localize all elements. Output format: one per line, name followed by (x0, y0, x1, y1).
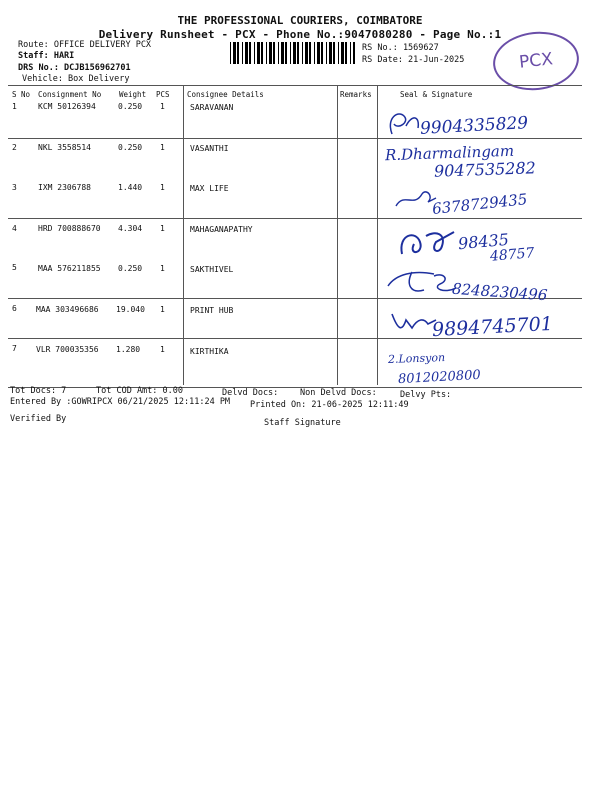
row-sno: 2 (12, 143, 17, 152)
row-sno: 3 (12, 183, 17, 192)
row-pcs: 1 (160, 345, 165, 354)
column-divider (377, 85, 378, 385)
handwritten-phone-3: 6378729435 (431, 190, 529, 218)
col-remarks: Remarks (340, 90, 372, 99)
row-consignment: KCM 50126394 (38, 102, 96, 111)
delivered-docs: Delvd Docs: (222, 388, 279, 398)
column-divider (337, 85, 338, 385)
drs-number: DRS No.: DCJB156962701 (18, 63, 131, 73)
signature-scribble-4 (396, 226, 458, 260)
row-sno: 1 (12, 102, 17, 111)
route: Route: OFFICE DELIVERY PCX (18, 40, 152, 50)
row-rule (8, 338, 582, 339)
row-consignment: HRD 700888670 (38, 224, 101, 233)
handwritten-phone-2: 9047535282 (433, 158, 537, 181)
vehicle: Vehicle: Box Delivery (22, 74, 130, 84)
row-pcs: 1 (160, 143, 165, 152)
rs-date: RS Date: 21-Jun-2025 (362, 55, 465, 65)
row-pcs: 1 (160, 305, 165, 314)
row-consignment: IXM 2306788 (38, 183, 91, 192)
col-consignment: Consignment No (38, 90, 102, 99)
handwritten-name-7: 2.Lonsyon (387, 351, 446, 366)
row-weight: 19.040 (116, 305, 145, 314)
row-consignee: MAX LIFE (190, 184, 229, 193)
col-consignee: Consignee Details (187, 90, 264, 99)
handwritten-phone-7: 8012020800 (397, 367, 482, 388)
printed-on: Printed On: 21-06-2025 12:11:49 (250, 400, 409, 410)
handwritten-number-4b: 48757 (489, 245, 536, 265)
row-sno: 4 (12, 224, 17, 233)
pcx-stamp: PCX (490, 28, 582, 95)
entered-by: Entered By :GOWRIPCX 06/21/2025 12:11:24 PM (10, 397, 231, 407)
barcode (230, 42, 355, 64)
staff: Staff: HARI (18, 51, 75, 61)
row-rule (8, 218, 582, 219)
row-pcs: 1 (160, 183, 165, 192)
verified-by: Verified By (10, 414, 67, 424)
table-top-rule (8, 85, 582, 86)
row-consignee: SAKTHIVEL (190, 265, 234, 274)
handwritten-phone-1: 9904335829 (419, 113, 529, 139)
handwritten-phone-5: 8248230496 (451, 279, 548, 305)
col-sno: S No (12, 90, 31, 99)
table-bottom-rule (8, 387, 582, 388)
company-title: THE PROFESSIONAL COURIERS, COIMBATORE (177, 14, 423, 27)
row-consignee: VASANTHI (190, 144, 229, 153)
row-consignment: NKL 3558514 (38, 143, 91, 152)
row-pcs: 1 (160, 224, 165, 233)
row-weight: 1.280 (116, 345, 141, 354)
row-sno: 6 (12, 304, 17, 313)
column-divider (183, 85, 184, 385)
row-consignment: VLR 700035356 (36, 345, 99, 354)
col-pcs: PCS (156, 90, 170, 99)
row-weight: 0.250 (118, 102, 143, 111)
col-weight: Weight (119, 90, 147, 99)
row-sno: 5 (12, 263, 17, 272)
signature-scribble-1 (384, 108, 424, 140)
signature-scribble-6 (388, 310, 438, 336)
delivery-points: Delvy Pts: (400, 390, 452, 400)
row-consignment: MAA 303496686 (36, 305, 99, 314)
row-weight: 0.250 (118, 264, 143, 273)
total-docs: Tot Docs: 7 (10, 386, 67, 396)
col-seal: Seal & Signature (400, 90, 473, 99)
row-weight: 0.250 (118, 143, 143, 152)
row-consignee: SARAVANAN (190, 103, 234, 112)
row-weight: 4.304 (118, 224, 143, 233)
row-pcs: 1 (160, 102, 165, 111)
row-consignee: MAHAGANAPATHY (190, 225, 253, 234)
row-sno: 7 (12, 344, 17, 353)
row-pcs: 1 (160, 264, 165, 273)
staff-signature: Staff Signature (264, 418, 341, 428)
row-consignment: MAA 576211855 (38, 264, 101, 273)
handwritten-name-2: R.Dharmalingam (384, 141, 515, 165)
non-delivered-docs: Non Delvd Docs: (300, 388, 377, 398)
total-cod: Tot COD Amt: 0.00 (96, 386, 183, 396)
handwritten-number-4a: 98435 (457, 229, 510, 254)
row-rule (8, 138, 582, 139)
row-consignee: KIRTHIKA (190, 347, 229, 356)
row-consignee: PRINT HUB (190, 306, 234, 315)
runsheet-subtitle: Delivery Runsheet - PCX - Phone No.:9047080280 - Page No.:1 (98, 28, 502, 41)
handwritten-phone-6: 9894745701 (431, 312, 554, 342)
row-weight: 1.440 (118, 183, 143, 192)
rs-number: RS No.: 1569627 (362, 43, 439, 53)
